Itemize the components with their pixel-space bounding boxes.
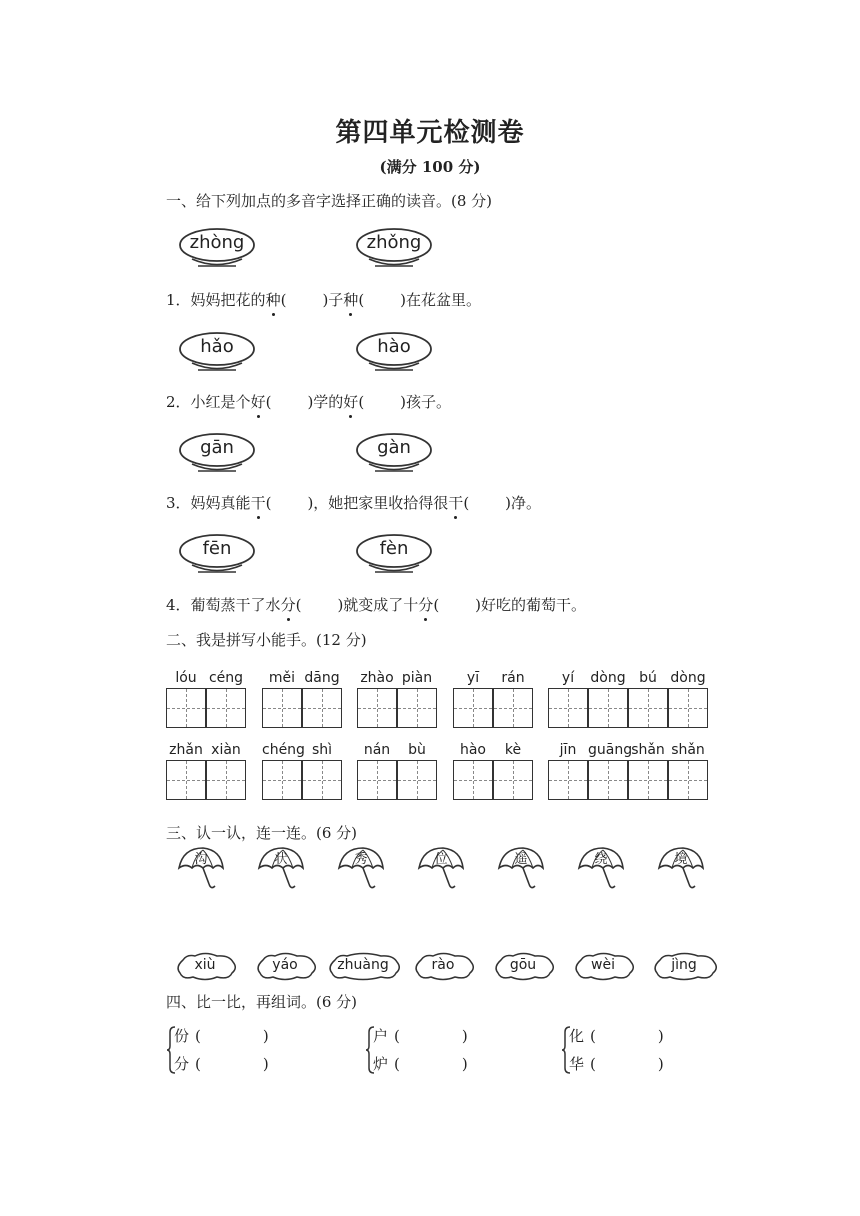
- umbrella-char: 境: [674, 852, 688, 867]
- cloud-pinyin: jìng: [671, 957, 697, 973]
- pinyin-label: chéng: [262, 742, 305, 758]
- pinyin-cloud[interactable]: [573, 952, 633, 980]
- cloud-pinyin: wèi: [591, 957, 615, 973]
- grid-cell[interactable]: [548, 760, 588, 800]
- pinyin-option-bowl: [355, 330, 433, 374]
- grid-cell[interactable]: [493, 760, 533, 800]
- sentence-text: )孩子。: [400, 393, 452, 411]
- compare-item: [174, 1050, 269, 1078]
- pinyin-label: dòng: [670, 670, 706, 686]
- section2-heading: 二、我是拼写小能手。(12 分): [166, 631, 367, 649]
- writing-grid[interactable]: [166, 688, 246, 728]
- dotted-char: 分: [280, 596, 296, 614]
- grid-cell[interactable]: [453, 688, 493, 728]
- umbrella[interactable]: [655, 846, 705, 892]
- compare-char: 份: [174, 1027, 190, 1045]
- cloud-pinyin: xiù: [194, 957, 216, 973]
- pinyin-label: měi: [268, 670, 296, 686]
- umbrella-char: 遥: [514, 852, 528, 867]
- grid-cell[interactable]: [206, 688, 246, 728]
- compare-char: 炉: [373, 1055, 389, 1073]
- question-3: [166, 492, 541, 513]
- sentence-text: 葡萄蒸干了水: [190, 596, 281, 614]
- sentence-text: )学的: [307, 393, 344, 411]
- pinyin-option-text: gān: [200, 437, 234, 458]
- grid-cell[interactable]: [493, 688, 533, 728]
- pinyin-option-text: hǎo: [200, 336, 234, 357]
- score-note: (满分 100 分): [379, 158, 481, 176]
- pinyin-option-bowl: [178, 226, 256, 270]
- pinyin-option-text: fèn: [379, 538, 409, 559]
- sentence-text: (: [463, 494, 470, 512]
- pinyin-cloud[interactable]: [327, 952, 399, 980]
- umbrella-char: 位: [434, 852, 448, 867]
- sentence-text: (: [280, 291, 287, 309]
- paren-close: ): [657, 1055, 664, 1073]
- umbrella-char: 状: [274, 852, 288, 867]
- pinyin-option-bowl: [178, 532, 256, 576]
- umbrella[interactable]: [335, 846, 385, 892]
- sentence-text: (: [433, 596, 440, 614]
- writing-grid[interactable]: [166, 760, 246, 800]
- writing-grid[interactable]: [262, 688, 342, 728]
- sentence-text: 妈妈真能: [190, 494, 251, 512]
- pinyin-option-bowl: [178, 330, 256, 374]
- cloud-pinyin: rào: [431, 957, 455, 973]
- grid-cell[interactable]: [302, 760, 342, 800]
- pinyin-label: xiàn: [211, 742, 241, 758]
- pinyin-label: nán: [363, 742, 391, 758]
- pinyin-cloud[interactable]: [493, 952, 553, 980]
- pinyin-label: shǎn: [631, 742, 665, 758]
- paren-open: (: [590, 1027, 596, 1045]
- grid-cell[interactable]: [668, 760, 708, 800]
- question-1: [166, 289, 481, 310]
- sentence-text: )就变成了十: [337, 596, 419, 614]
- pinyin-label: shǎn: [671, 742, 705, 758]
- writing-grid[interactable]: [262, 760, 342, 800]
- compare-char: 分: [174, 1055, 190, 1073]
- paren-close: ): [461, 1055, 468, 1073]
- paren-close: ): [262, 1027, 269, 1045]
- writing-grid[interactable]: [453, 688, 533, 728]
- paren-close: ): [262, 1055, 269, 1073]
- grid-cell[interactable]: [453, 760, 493, 800]
- grid-cell[interactable]: [357, 688, 397, 728]
- pinyin-label: kè: [504, 742, 522, 758]
- pinyin-label: zhào: [360, 670, 394, 686]
- compare-char: 华: [569, 1055, 585, 1073]
- sentence-text: 小红是个: [190, 393, 251, 411]
- pinyin-label: piàn: [401, 670, 433, 686]
- pinyin-label: lóu: [175, 670, 197, 686]
- sentence-text: (: [265, 494, 272, 512]
- dotted-char: 分: [418, 596, 434, 614]
- grid-cell[interactable]: [548, 688, 588, 728]
- pinyin-label: céng: [208, 670, 244, 686]
- pinyin-label: guāng: [588, 742, 633, 758]
- question-number: 3．: [166, 494, 191, 512]
- pinyin-option-bowl: [355, 226, 433, 270]
- sentence-text: (: [265, 393, 272, 411]
- pinyin-label: rán: [501, 670, 525, 686]
- sentence-text: )，她把家里收拾得很: [307, 494, 449, 512]
- cloud-pinyin: zhuàng: [337, 957, 389, 973]
- pinyin-option-bowl: [355, 431, 433, 475]
- grid-cell[interactable]: [588, 760, 628, 800]
- section1-heading: 一、给下列加点的多音字选择正确的读音。(8 分): [166, 192, 493, 210]
- grid-cell[interactable]: [302, 688, 342, 728]
- umbrella[interactable]: [175, 846, 225, 892]
- pinyin-option-text: hào: [377, 336, 411, 357]
- pinyin-cloud[interactable]: [175, 952, 235, 980]
- page-title: 第四单元检测卷: [335, 118, 525, 148]
- cloud-pinyin: gōu: [509, 957, 537, 973]
- pinyin-label: bú: [639, 670, 657, 686]
- grid-cell[interactable]: [668, 688, 708, 728]
- dotted-char: 好: [250, 393, 266, 411]
- writing-grid[interactable]: [357, 688, 437, 728]
- sentence-text: )净。: [505, 494, 542, 512]
- grid-cell[interactable]: [166, 760, 206, 800]
- umbrella-char: 秀: [354, 852, 368, 867]
- question-number: 1．: [166, 291, 191, 309]
- dotted-char: 干: [250, 494, 266, 512]
- pinyin-label: shì: [311, 742, 333, 758]
- pinyin-label: zhǎn: [169, 742, 203, 758]
- sentence-text: )在花盆里。: [400, 291, 482, 309]
- sentence-text: (: [358, 291, 365, 309]
- grid-cell[interactable]: [397, 760, 437, 800]
- pinyin-label: yí: [561, 670, 575, 686]
- compare-item: [569, 1022, 664, 1050]
- pinyin-option-text: gàn: [377, 437, 411, 458]
- compare-char: 化: [569, 1027, 585, 1045]
- paren-open: (: [394, 1055, 400, 1073]
- pinyin-label: dāng: [304, 670, 340, 686]
- sentence-text: )子: [322, 291, 344, 309]
- pinyin-cloud[interactable]: [652, 952, 716, 980]
- pinyin-label: dòng: [590, 670, 626, 686]
- grid-cell[interactable]: [262, 760, 302, 800]
- pinyin-label: jīn: [559, 742, 577, 758]
- compare-item: [373, 1022, 468, 1050]
- umbrella-char: 沟: [194, 852, 208, 867]
- umbrella[interactable]: [255, 846, 305, 892]
- umbrella[interactable]: [495, 846, 545, 892]
- paren-close: ): [461, 1027, 468, 1045]
- compare-char: 户: [373, 1027, 389, 1045]
- section4-heading: 四、比一比，再组词。(6 分): [166, 993, 358, 1011]
- pinyin-option-text: zhǒng: [366, 232, 422, 253]
- pinyin-option-bowl: [355, 532, 433, 576]
- question-number: 2．: [166, 393, 191, 411]
- compare-item: [569, 1050, 664, 1078]
- sentence-text: 妈妈把花的: [190, 291, 266, 309]
- grid-cell[interactable]: [397, 688, 437, 728]
- writing-grid[interactable]: [548, 760, 708, 800]
- pinyin-label: bù: [408, 742, 426, 758]
- compare-item: [373, 1050, 468, 1078]
- dotted-char: 好: [343, 393, 359, 411]
- dotted-char: 种: [343, 291, 359, 309]
- pinyin-option-text: fēn: [202, 538, 232, 559]
- grid-cell[interactable]: [588, 688, 628, 728]
- section3-heading: 三、认一认，连一连。(6 分): [166, 824, 358, 842]
- umbrella[interactable]: [575, 846, 625, 892]
- grid-cell[interactable]: [357, 760, 397, 800]
- paren-open: (: [394, 1027, 400, 1045]
- writing-grid[interactable]: [453, 760, 533, 800]
- paren-close: ): [657, 1027, 664, 1045]
- grid-cell[interactable]: [206, 760, 246, 800]
- question-4: [166, 594, 586, 615]
- question-number: 4．: [166, 596, 191, 614]
- writing-grid[interactable]: [357, 760, 437, 800]
- paren-open: (: [195, 1027, 201, 1045]
- sentence-text: )好吃的葡萄干。: [475, 596, 587, 614]
- paren-open: (: [195, 1055, 201, 1073]
- pinyin-option-bowl: [178, 431, 256, 475]
- writing-grid[interactable]: [548, 688, 708, 728]
- pinyin-label: hào: [459, 742, 487, 758]
- grid-cell[interactable]: [628, 688, 668, 728]
- compare-item: [174, 1022, 269, 1050]
- paren-open: (: [590, 1055, 596, 1073]
- sentence-text: (: [295, 596, 302, 614]
- dotted-char: 干: [448, 494, 464, 512]
- question-2: [166, 391, 451, 412]
- umbrella-char: 绕: [594, 852, 608, 867]
- pinyin-cloud[interactable]: [255, 952, 315, 980]
- pinyin-label: yī: [466, 670, 480, 686]
- umbrella[interactable]: [415, 846, 465, 892]
- grid-cell[interactable]: [166, 688, 206, 728]
- cloud-pinyin: yáo: [272, 957, 298, 973]
- grid-cell[interactable]: [628, 760, 668, 800]
- pinyin-option-text: zhòng: [189, 232, 245, 253]
- sentence-text: (: [358, 393, 365, 411]
- dotted-char: 种: [265, 291, 281, 309]
- grid-cell[interactable]: [262, 688, 302, 728]
- pinyin-cloud[interactable]: [413, 952, 473, 980]
